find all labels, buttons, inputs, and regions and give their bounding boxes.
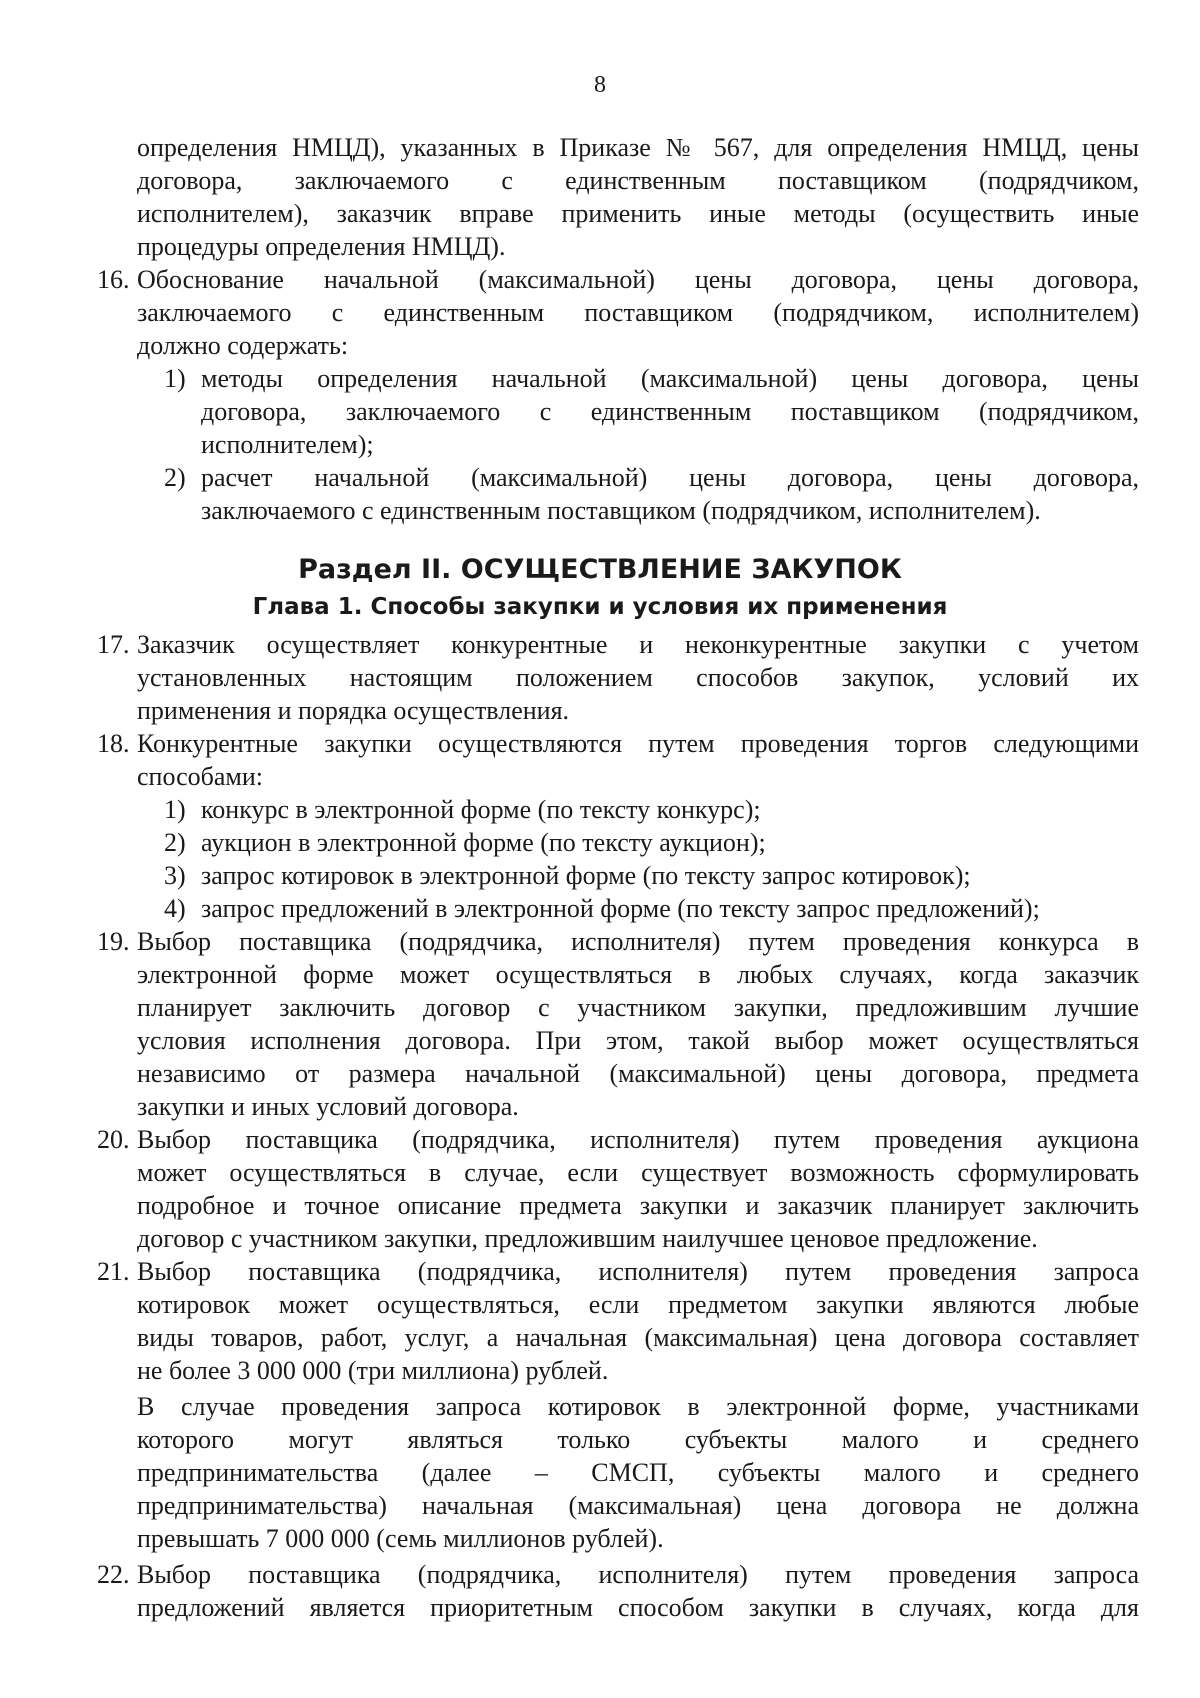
sublist-marker: 1) xyxy=(164,364,186,393)
text-line: В случае проведения запроса котировок в электронной форме, участниками xyxy=(137,1392,1139,1421)
page-number: 8 xyxy=(594,72,606,98)
sublist-marker: 2) xyxy=(164,463,186,492)
text-line: которого могут являться только субъекты малого и среднего xyxy=(137,1425,1139,1454)
sublist-marker: 3) xyxy=(164,861,186,890)
list-marker: 16. xyxy=(97,265,130,294)
list-marker: 19. xyxy=(97,927,130,956)
text-line: планирует заключить договор с участником закупки, предложившим лучшие xyxy=(137,993,1139,1022)
text-line: электронной форме может осуществляться в любых случаях, когда заказчик xyxy=(137,960,1139,989)
text-line: применения и порядка осуществления. xyxy=(137,696,570,725)
sublist-marker: 1) xyxy=(164,795,186,824)
text-line: предпринимательства (далее – СМСП, субъекты малого и среднего xyxy=(137,1458,1139,1487)
text-line: расчет начальной (максимальной) цены договора, цены договора, xyxy=(201,463,1139,492)
text-line: предложений является приоритетным способом закупки в случаях, когда для xyxy=(137,1593,1139,1622)
text-line: исполнителем), заказчик вправе применить иные методы (осуществить иные xyxy=(137,199,1139,228)
list-marker: 22. xyxy=(97,1560,130,1589)
text-line: аукцион в электронной форме (по тексту аукцион); xyxy=(201,828,766,857)
text-line: заключаемого с единственным поставщиком (подрядчиком, исполнителем) xyxy=(137,298,1139,327)
text-line: Обоснование начальной (максимальной) цены договора, цены договора, xyxy=(137,265,1139,294)
sublist-marker: 2) xyxy=(164,828,186,857)
text-line: установленных настоящим положением способов закупок, условий их xyxy=(137,663,1139,692)
text-line: способами: xyxy=(137,762,264,791)
text-line: должно содержать: xyxy=(137,331,349,360)
sublist-marker: 4) xyxy=(164,894,186,923)
text-line: запрос предложений в электронной форме (по тексту запрос предложений); xyxy=(201,894,1040,923)
text-line: процедуры определения НМЦД). xyxy=(137,232,506,261)
text-line: предпринимательства) начальная (максимальная) цена договора не должна xyxy=(137,1491,1139,1520)
text-line: заключаемого с единственным поставщиком (подрядчиком, исполнителем). xyxy=(201,496,1041,525)
text-line: независимо от размера начальной (максимальной) цены договора, предмета xyxy=(137,1059,1139,1088)
chapter-heading: Глава 1. Способы закупки и условия их применения xyxy=(252,594,948,620)
text-line: договора, заключаемого с единственным поставщиком (подрядчиком, xyxy=(201,397,1139,426)
text-line: Выбор поставщика (подрядчика, исполнителя) путем проведения запроса xyxy=(137,1560,1139,1589)
text-line: условия исполнения договора. При этом, такой выбор может осуществляться xyxy=(137,1026,1139,1055)
text-line: исполнителем); xyxy=(201,430,374,459)
list-marker: 17. xyxy=(97,630,130,659)
text-line: конкурс в электронной форме (по тексту конкурс); xyxy=(201,795,761,824)
list-marker: 21. xyxy=(97,1257,130,1286)
text-line: Заказчик осуществляет конкурентные и неконкурентные закупки с учетом xyxy=(137,630,1139,659)
text-line: определения НМЦД), указанных в Приказе № 567, для определения НМЦД, цены xyxy=(137,133,1139,162)
text-line: может осуществляться в случае, если существует возможность сформулировать xyxy=(137,1158,1139,1187)
text-line: виды товаров, работ, услуг, а начальная (максимальная) цена договора составляет xyxy=(137,1323,1139,1352)
text-line: Выбор поставщика (подрядчика, исполнителя) путем проведения аукциона xyxy=(137,1125,1139,1154)
list-marker: 20. xyxy=(97,1125,130,1154)
list-marker: 18. xyxy=(97,729,130,758)
text-line: запрос котировок в электронной форме (по тексту запрос котировок); xyxy=(201,861,971,890)
text-line: закупки и иных условий договора. xyxy=(137,1092,519,1121)
section-heading: Раздел II. ОСУЩЕСТВЛЕНИЕ ЗАКУПОК xyxy=(298,554,902,585)
text-line: Выбор поставщика (подрядчика, исполнителя) путем проведения запроса xyxy=(137,1257,1139,1286)
text-line: договор с участником закупки, предложившим наилучшее ценовое предложение. xyxy=(137,1224,1038,1253)
text-line: методы определения начальной (максимальной) цены договора, цены xyxy=(201,364,1139,393)
text-line: не более 3 000 000 (три миллиона) рублей. xyxy=(137,1356,609,1385)
text-line: договора, заключаемого с единственным поставщиком (подрядчиком, xyxy=(137,166,1139,195)
text-line: котировок может осуществляться, если предметом закупки являются любые xyxy=(137,1290,1139,1319)
text-line: Конкурентные закупки осуществляются путем проведения торгов следующими xyxy=(137,729,1139,758)
text-line: превышать 7 000 000 (семь миллионов рублей). xyxy=(137,1524,664,1553)
text-line: подробное и точное описание предмета закупки и заказчик планирует заключить xyxy=(137,1191,1139,1220)
text-line: Выбор поставщика (подрядчика, исполнителя) путем проведения конкурса в xyxy=(137,927,1139,956)
